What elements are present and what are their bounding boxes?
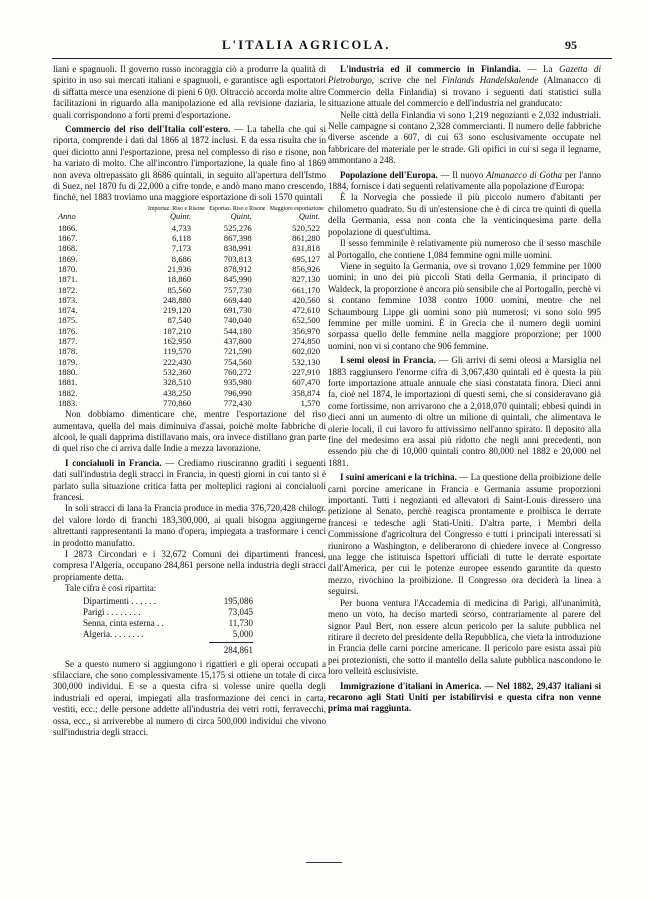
year-cell: 1880.	[58, 366, 78, 377]
year-cell: 1873.	[58, 294, 78, 305]
maggiore-cell: 607,470	[292, 377, 320, 388]
year-cell: 1883.	[58, 397, 78, 408]
maggiore-cell: 227,910	[292, 366, 320, 377]
rag-industry-article	[53, 458, 326, 504]
emigration-article	[328, 681, 601, 715]
table-row	[53, 367, 326, 377]
finland-title: L'industria ed il commercio in Finlandia.	[340, 64, 521, 74]
europe-paragraph-3: Il sesso femminile è relativamente più numeroso che il sesso maschile al Portogallo, che contiene 1,084 femmine ogni mille uomini.	[328, 238, 601, 260]
unit-label: Quint.	[298, 212, 320, 222]
gotha-almanac-name: Almanacco di Gotha	[485, 169, 563, 180]
year-cell: 1874.	[58, 305, 78, 316]
continued-paragraph: liani e spagnuoli. Il governo russo incoraggia ciò a produrre la qualità di spirito in uso sui mercati italiani e spagnuoli, e garantisce agli esportatori di siffatta merce una esenzione di pieni 6 0|0. Oltracciò accorda molte altre facilitazioni in riguardo alla manipolazione ed alla revisione daziaria, le quali corrispondono a forti premi d'esportazione.	[53, 64, 326, 120]
import-cell: 87,540	[167, 315, 192, 326]
rice-trade-table	[53, 206, 326, 408]
export-cell: 772,430	[223, 397, 252, 408]
year-cell: 1870.	[58, 263, 78, 274]
table-row	[53, 274, 326, 284]
page-number: 95	[565, 38, 577, 52]
emigration-text: — Nel 1882, 29,437 italiani si recarono agli Stati Uniti per istabilirvisi e questa cifra non venne prima mai raggiunta.	[328, 680, 602, 714]
after-table-paragraph: Non dobbiamo dimenticare che, mentre l'esportazione del riso aumentava, quella del mais diminuiva d'assai, poichè molte fabbriche di alcool, le quali dapprima distillavano mais, ora invece distillano gran parte di quel riso che ci arriva dalle Indie a mezza lavorazione.	[53, 409, 326, 454]
col-head-export: Esportaz. Riso e Risone	[209, 205, 266, 212]
export-cell: 796,990	[223, 387, 252, 398]
table-row	[53, 346, 326, 356]
export-cell: 867,398	[223, 233, 252, 244]
distribution-row	[83, 607, 253, 618]
rice-trade-article	[53, 124, 326, 204]
distribution-list	[83, 596, 326, 657]
export-cell: 757,730	[223, 284, 252, 295]
table-row	[53, 223, 326, 233]
import-cell: 119,570	[163, 346, 192, 357]
table-row	[53, 243, 326, 253]
table-row	[53, 315, 326, 325]
export-cell: 740,040	[223, 315, 252, 326]
maggiore-cell: 827,130	[292, 274, 320, 285]
import-cell: 85,560	[167, 284, 192, 295]
page-header	[0, 38, 649, 54]
table-row	[53, 398, 326, 408]
distribution-total: 284,861	[209, 642, 253, 656]
oil-seeds-text: — Gli arrivi di semi oleosi a Marsiglia nel 1883 raggiunsero l'enorme cifra di 3,067,430 quintali ed è questa la più forte importazione attuale annuale che siasi constatata finora. Dieci anni fa, cioè nel 1874, le importazioni di questi semi, che si consideravano già come fortissime, non arrivarono che a 2,018,070 quintali; ebbesi quindi in dieci anni un aumento di oltre un milione di quintali, che alimentava le olerie locali, il cui lavoro fu attivissimo nell'anno spirato. Il deposito alla fine del medesimo era assai più ridotto che negli anni precedenti, non essendo più che di 10,000 quintali contro 80,000 nel 1882 e 20,000 nel 1881.	[328, 355, 601, 468]
distribution-value: 5,000	[232, 629, 253, 640]
table-row	[53, 357, 326, 367]
europe-paragraph-2: È la Norvegia che possiede il più piccolo numero d'abitanti per chilometro quadrato. Su di un'estensione che è di circa tre quinti di quella della Germania, essa non conta che la venticinquesima parte della popolazione di quest'ultima.	[328, 192, 601, 237]
distribution-label: Dipartimenti . . . . . .	[83, 595, 156, 606]
export-cell: 437,800	[223, 336, 252, 347]
europe-population-title: Popolazione dell'Europa.	[340, 169, 438, 180]
import-cell: 21,936	[167, 263, 192, 274]
year-cell: 1876.	[58, 325, 78, 336]
col-head-import: Importaz. Riso e Risone	[147, 205, 205, 212]
finland-article: L'industria ed il commercio in Finlandia. — La Gazetta di Pietroburgo, scrive che nel Finlands Handelskalende (Almanacco di Commercio della Finlandia) si trovano i seguenti dati statistici sulla situazione attuale del commercio e dell'industria nel granducato:	[328, 64, 601, 109]
export-cell: 845,990	[223, 274, 252, 285]
year-cell: 1878.	[58, 346, 78, 357]
table-row	[53, 388, 326, 398]
maggiore-cell: 420,560	[292, 294, 320, 305]
table-row	[53, 285, 326, 295]
export-cell: 703,813	[223, 253, 252, 264]
table-row	[53, 264, 326, 274]
export-cell: 544,180	[223, 325, 252, 336]
export-cell: 935,980	[223, 377, 252, 388]
maggiore-cell: 356,970	[292, 325, 320, 336]
import-cell: 770,860	[163, 397, 192, 408]
import-cell: 162,950	[163, 336, 192, 347]
finland-paragraph-2: Nelle città della Finlandia vi sono 1,219 negozianti e 2,032 industriali. Nelle campagne si contano 2,328 commercianti. Il numero delle fabbriche diverse ascende a 607, di cui 63 sono esclusivamente occupate nel fabbricare del materiale per le strade. Gli opifici in cui si sega il legname, ammontano a 248.	[328, 109, 601, 166]
unit-label: Quint.	[230, 212, 252, 222]
maggiore-cell: 695,127	[292, 253, 320, 264]
oil-seeds-title: I semi oleosi in Francia.	[340, 355, 436, 366]
distribution-label: Algeria. . . . . . . .	[83, 629, 144, 640]
year-cell: 1881.	[58, 377, 78, 388]
year-cell: 1875.	[58, 315, 78, 326]
import-cell: 438,250	[163, 387, 192, 398]
maggiore-cell: 861,280	[292, 233, 320, 244]
distribution-row	[83, 596, 253, 607]
maggiore-cell: 831,818	[292, 243, 320, 254]
europe-population-article: Popolazione dell'Europa. — Il nuovo Almanacco di Gotha per l'anno 1884, fornisce i dati seguenti relativamente alla popolazione d'Europa:	[328, 169, 601, 192]
maggiore-cell: 472,610	[292, 305, 320, 316]
table-row	[53, 326, 326, 336]
pork-trichina-article	[328, 472, 601, 597]
table-row	[53, 295, 326, 305]
distribution-value: 195,086	[223, 595, 253, 606]
table-header-row	[53, 206, 326, 213]
table-unit-row	[53, 212, 326, 222]
import-cell: 18,860	[167, 274, 192, 285]
import-cell: 328,510	[163, 377, 192, 388]
oil-seeds-article	[328, 355, 601, 469]
distribution-value: 73,045	[228, 606, 253, 617]
year-cell: 1882.	[58, 387, 78, 398]
rag-paragraph-2: In soli stracci di lana la Francia produce in media 376,720,428 chilogr. del valore lordo di franchi 183,300,000, ai quali bisogna aggiungerne altrettanti rappresentanti la mano d'opera, impiegata a trasformare i cenci in prodotto manufatto.	[53, 503, 326, 548]
distribution-value: 11,730	[228, 618, 253, 629]
rag-paragraph-3: I 2873 Circondari e i 32,672 Comuni dei dipartimenti francesi, compresa l'Algeria, occupano 284,861 persone nella industria degli stracci propriamente detta.	[53, 548, 326, 582]
pork-paragraph-2: Per buona ventura l'Accademia di medicina di Parigi, all'unanimità, meno un voto, ha deciso martedì scorso, contrariamente al parere del signor Paul Bert, non essere alcun pericolo per la salute pubblica nel ritirare il decreto del presidente della Repubblica, che vieta la introduzione in Francia delle carni porcine americane. Il pericolo pare esista assai più pei protezionisti, che sotto il mantello della salute pubblica nascondono le loro velleità esclusiviste.	[328, 597, 601, 677]
import-cell: 532,360	[163, 366, 192, 377]
export-cell: 721,590	[223, 346, 252, 357]
import-cell: 7,173	[171, 243, 192, 254]
import-cell: 8,686	[171, 253, 192, 264]
year-cell: 1869.	[58, 253, 78, 264]
import-cell: 248,880	[163, 294, 192, 305]
year-cell: 1877.	[58, 336, 78, 347]
maggiore-cell: 520,522	[292, 222, 320, 233]
year-cell: 1879.	[58, 356, 78, 367]
maggiore-cell: 358,874	[292, 387, 320, 398]
rice-trade-text: — La tabella che qui si riporta, comprende i dati dal 1866 al 1872 inclusi. E da essa risulta che in quei diciotto anni l'esportazione, presa nel complesso di riso e risone, non ha variato di molto. Che all'incontro l'importazione, la quale fino al 1869 non aveva oltrepassato gli 8686 quintali, in seguito all'apertura dell'Istmo di Suez, nel 1870 fu di 22,000 a cifre tonde, e andò mano mano crescendo, finchè, nel 1883 troviamo una maggiore esportazione di soli 1570 quintali	[53, 124, 326, 203]
year-cell: 1866.	[58, 222, 78, 233]
maggiore-cell: 856,926	[292, 263, 320, 274]
header-rule	[52, 58, 612, 59]
bottom-rule	[306, 862, 342, 863]
table-row	[53, 336, 326, 346]
rag-final-paragraph: Se a questo numero si aggiungono i rigattieri e gli operai occupati a sfilacciare, che sono complessivamente 15,175 si ottiene un totale di circa 300,000 individui. E se a questa cifra si volesse unire quella degli industriali ed operai, impiegati alla trasformazione dei cenci in carta, vestiti, ecc.; delle persone addette all'industria dei vetri rotti, ferravecchi, ossa, ecc., si arriverebbe al numero di circa 500,000 individui che vivono sull'industria degli stracci.	[53, 658, 326, 738]
export-cell: 754,560	[223, 356, 252, 367]
col-head-anno: Anno	[58, 212, 76, 222]
running-title: L'ITALIA AGRICOLA.	[222, 38, 391, 52]
rag-industry-text: — Crediamo riusciranno graditi i seguenti dati sull'industria degli stracci in Francia, in questi giorni in cui tanto si è parlato sulla situazione critica fatta per molteplici ragioni ai concialuoli francesi.	[53, 457, 326, 502]
unit-label: Quint.	[169, 212, 192, 222]
pork-trichina-text: — La questione della proibizione delle carni porcine americane in Francia e Germania assume proporzioni importanti. Tutti i negozianti ed allevatori di Saint-Louis diressero una petizione al Senato, perchè reagisca prontamente e proibisca le derrate francesi e tedesche agli Stati-Uniti. D'altra parte, i Membri della Commissione d'agricoltura del Congresso e tutti i principali interessati si riunirono a Washington, e deliberarono di chiedere invece al Congresso una legge che istituisca Ispettori ufficiali di tutte le derrate esportate dall'America, per cui le potenze europee essendo garantite da questo mezzo, rivochino la proibizione. Il Congresso ora deciderà la linea a seguirsi.	[328, 472, 602, 597]
export-cell: 838,991	[223, 243, 252, 254]
year-cell: 1868.	[58, 243, 78, 254]
gazette-name: Gazetta di Pietroburgo	[328, 64, 601, 86]
europe-paragraph-4: Viene in seguito la Germania, ove si trovano 1,029 femmine per 1000 uomini; in uno dei più piccoli Stati della Germania, il principato di Waldeck, la proporzione è ancora più sensibile che al Portogallo, perchè vi si contano femmine 1038 contro 1000 uomini, mentre che nel Schaumbourg Lippe gli uomini sono più numerosi; vi sono solo 995 femmine per mille uomini. È in Grecia che il numero degli uomini sorpassa quello delle femmine nella maggiore proporzione; per 1000 uomini, non vi si contano che 906 femmine.	[328, 260, 601, 351]
maggiore-cell: 532,130	[292, 356, 320, 367]
maggiore-cell: 661,170	[292, 284, 320, 295]
import-cell: 219,120	[163, 305, 192, 316]
distribution-row	[83, 629, 253, 640]
year-cell: 1872.	[58, 284, 78, 295]
import-cell: 222,430	[163, 356, 192, 367]
emigration-title: Immigrazione d'italiani in America.	[340, 680, 482, 691]
maggiore-cell: 1,570	[300, 397, 320, 408]
export-cell: 878,912	[223, 263, 252, 274]
left-column	[53, 64, 326, 738]
table-row	[53, 305, 326, 315]
year-cell: 1867.	[58, 233, 78, 244]
import-cell: 4,733	[171, 222, 192, 233]
maggiore-cell: 274,850	[292, 336, 320, 347]
maggiore-cell: 652,500	[292, 315, 320, 326]
year-cell: 1871.	[58, 274, 78, 285]
export-cell: 760,272	[223, 366, 252, 377]
rice-trade-title: Commercio del riso dell'Italia coll'estero.	[65, 124, 231, 135]
rag-industry-title: I concialuoli in Francia.	[65, 457, 162, 468]
right-column	[328, 64, 601, 715]
export-cell: 525,276	[223, 222, 252, 233]
table-row	[53, 254, 326, 264]
import-cell: 6,118	[172, 233, 192, 244]
import-cell: 187,210	[163, 325, 192, 336]
distribution-row	[83, 618, 253, 629]
table-row	[53, 233, 326, 243]
col-head-maggiore: Maggiore esportazione	[269, 205, 324, 212]
maggiore-cell: 602,020	[292, 346, 320, 357]
rag-paragraph-4: Tale cifra è così ripartita:	[65, 583, 157, 594]
distribution-label: Senna, cinta esterna . .	[83, 618, 164, 629]
export-cell: 691,730	[223, 305, 252, 316]
table-row	[53, 377, 326, 387]
table-body	[53, 223, 326, 408]
almanac-name: Finlands Handelskalende	[441, 75, 539, 86]
distribution-label: Parigi . . . . . . . .	[83, 606, 141, 617]
export-cell: 669,440	[223, 294, 252, 305]
pork-trichina-title: I suini americani e la trichina.	[340, 472, 457, 483]
